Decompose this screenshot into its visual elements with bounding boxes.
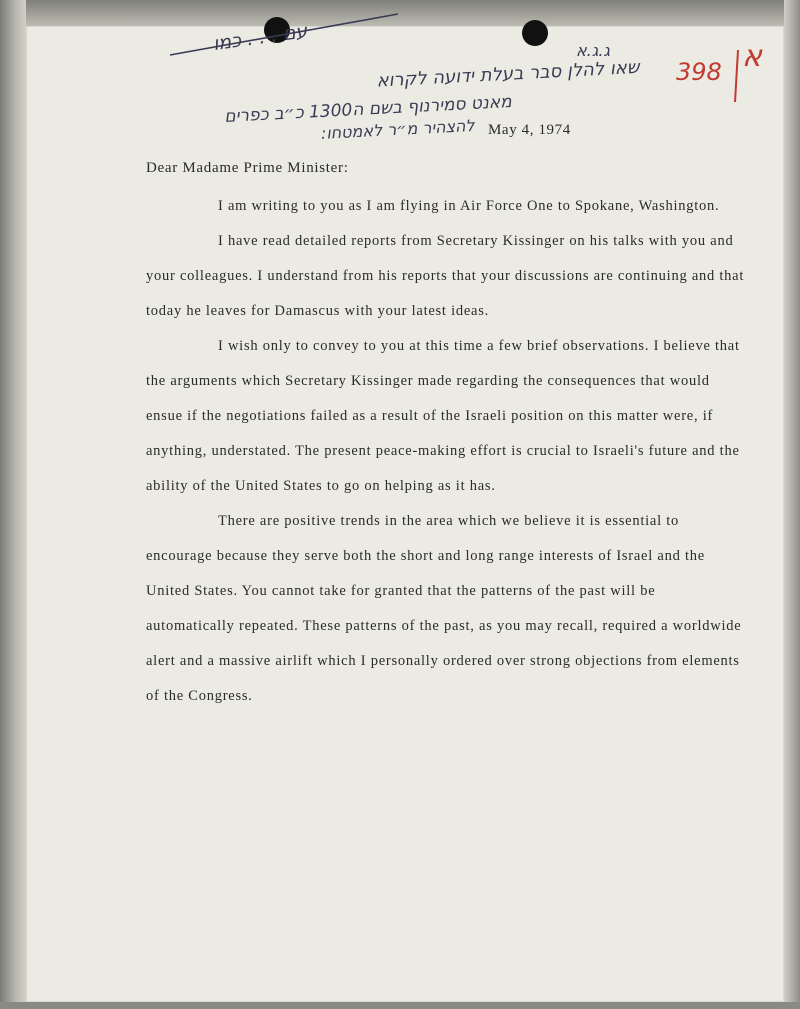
paragraph-4: There are positive trends in the area which we believe it is essential to encourage because they serve both the short and long range interests of Israel and the United States. You cannot take for granted that the patterns of the past will be automatically repeated. These patterns of the past, as you may recall, required a worldwide alert and a massive airlift which I personally ordered over strong objections from elements of the Congress. (146, 513, 742, 704)
letter-date: May 4, 1974 (488, 122, 571, 138)
letter-body (146, 189, 746, 714)
paragraph-1: I am writing to you as I am flying in Air Force One to Spokane, Washington. (218, 198, 720, 214)
handwritten-top-line: עם . . . כמו (211, 20, 309, 56)
paragraph-3: I wish only to convey to you at this time a few brief observations. I believe that the arguments which Secretary Kissinger made regarding the consequences that would ensue if the negotiations failed as a result of the Israeli position on this matter were, if anything, understated. The present peace-making effort is crucial to Israeli's future and the ability of the United States to go on helping as it has. (146, 338, 740, 494)
handwritten-line-3: להצהיר מ״ר לאמטחו: (320, 115, 475, 143)
handwritten-underline (170, 14, 398, 55)
letter-salutation: Dear Madame Prime Minister: (146, 160, 349, 176)
handwritten-line-2: מאנט סמירנוף בשם ה1300 כ״ב כפרים (223, 91, 513, 127)
archive-number: 398 (676, 58, 722, 86)
handwritten-line-1: שאו להלן סבר בעלת ידועה לקרוא (375, 56, 641, 92)
handwritten-right-initials: ג.ג.א (575, 41, 610, 60)
scan-edge-bottom (0, 1002, 800, 1009)
paragraph-2: I have read detailed reports from Secretary Kissinger on his talks with you and your colleagues. I understand from his reports that your discussions are continuing and that today he leaves for Damascus with your latest ideas. (146, 233, 745, 319)
handwritten-annotations (0, 0, 800, 170)
archive-mark: א (742, 39, 763, 74)
archive-mark-stroke (735, 50, 738, 102)
